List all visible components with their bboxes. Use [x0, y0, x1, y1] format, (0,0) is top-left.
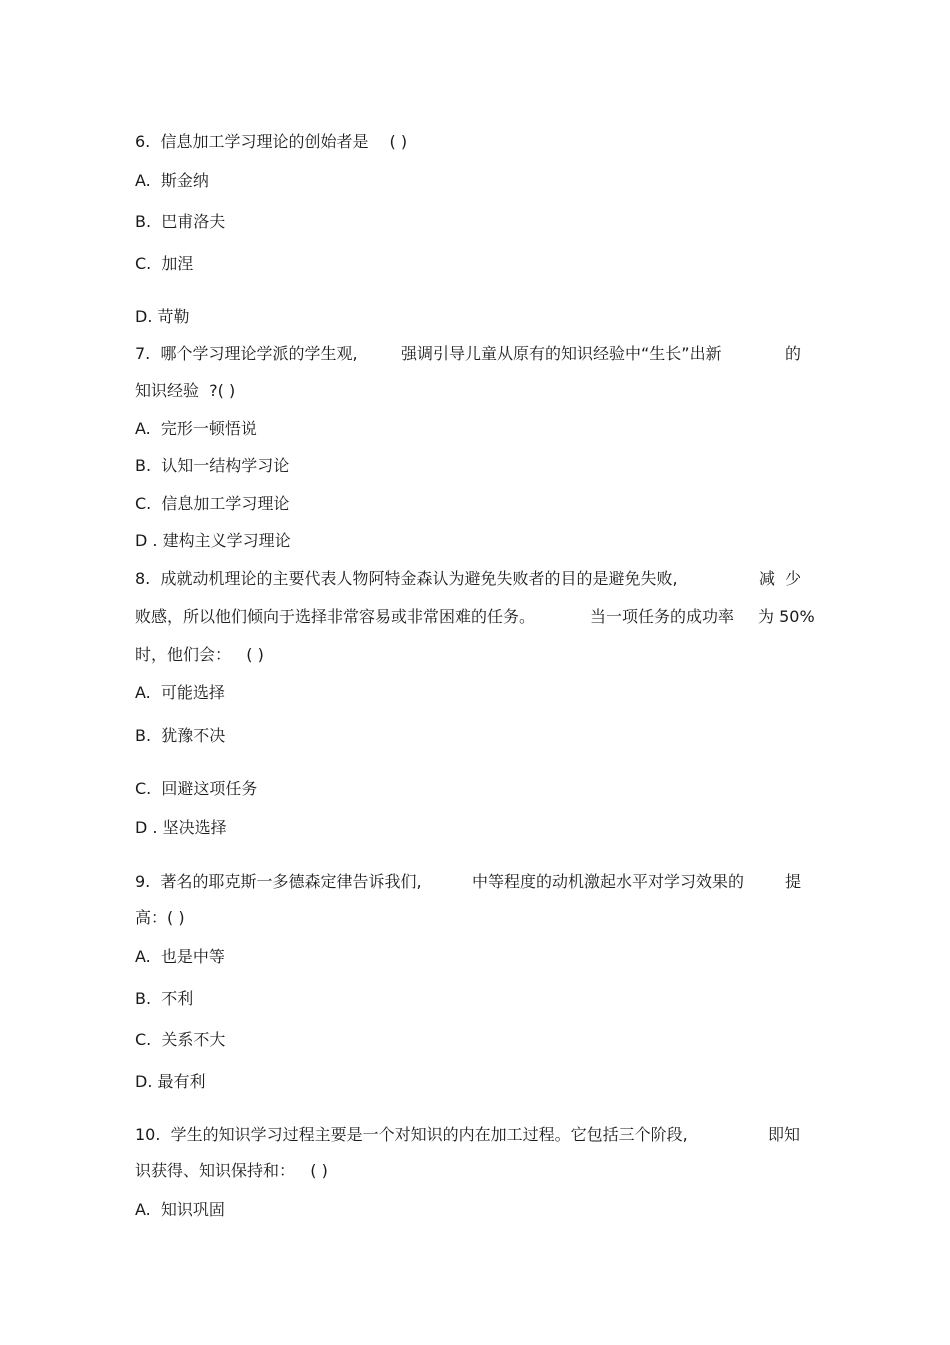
question-9-option-a: A. 也是中等	[135, 947, 225, 966]
question-8-stem-line2-part1: 败感，所以他们倾向于选择非常容易或非常困难的任务。	[135, 607, 536, 626]
question-7-option-c: C. 信息加工学习理论	[135, 494, 290, 513]
question-7-stem-line2: 知识经验 ?( )	[135, 381, 236, 400]
question-7-option-b: B. 认知一结构学习论	[135, 456, 290, 475]
question-7-stem-part2: 强调引导儿童从原有的知识经验中“生长”出新	[401, 344, 722, 363]
question-8-stem-line3: 时，他们会： ( )	[135, 645, 264, 664]
question-8-stem-part1: 8. 成就动机理论的主要代表人物阿特金森认为避免失败者的目的是避免失败,	[135, 569, 678, 588]
question-8-stem-part2: 减 少	[759, 569, 802, 588]
question-9-stem-line2: 高：( )	[135, 908, 185, 927]
question-10-stem-line2: 识获得、知识保持和： ( )	[135, 1161, 328, 1180]
question-8-stem-line2-part2: 当一项任务的成功率	[590, 607, 735, 626]
question-9-stem-part3: 提	[785, 872, 802, 891]
question-7-stem-part1: 7. 哪个学习理论学派的学生观,	[135, 344, 358, 363]
question-10-option-a: A. 知识巩固	[135, 1200, 225, 1219]
question-8-stem-line2-part3: 为 50%	[758, 607, 815, 626]
question-9-stem-part2: 中等程度的动机激起水平对学习效果的	[472, 872, 745, 891]
question-7-option-a: A. 完形一顿悟说	[135, 419, 257, 438]
question-6-option-b: B. 巴甫洛夫	[135, 212, 226, 231]
question-6-option-a: A. 斯金纳	[135, 171, 209, 190]
question-7-stem-part3: 的	[785, 344, 802, 363]
question-6-option-d: D. 苛勒	[135, 307, 190, 326]
question-10-stem-part2: 即知	[768, 1125, 801, 1144]
question-9-option-c: C. 关系不大	[135, 1030, 226, 1049]
question-6-option-c: C. 加涅	[135, 254, 194, 273]
question-10-stem-part1: 10. 学生的知识学习过程主要是一个对知识的内在加工过程。它包括三个阶段,	[135, 1125, 688, 1144]
question-9-stem-part1: 9. 著名的耶克斯一多德森定律告诉我们,	[135, 872, 422, 891]
question-8-option-a: A. 可能选择	[135, 683, 225, 702]
question-8-option-d: D . 坚决选择	[135, 818, 227, 837]
question-8-option-b: B. 犹豫不决	[135, 726, 226, 745]
question-6-stem: 6. 信息加工学习理论的创始者是 ( )	[135, 132, 408, 151]
question-7-option-d: D . 建构主义学习理论	[135, 531, 291, 550]
question-8-option-c: C. 回避这项任务	[135, 779, 258, 798]
question-9-option-d: D. 最有利	[135, 1072, 206, 1091]
question-9-option-b: B. 不利	[135, 989, 194, 1008]
